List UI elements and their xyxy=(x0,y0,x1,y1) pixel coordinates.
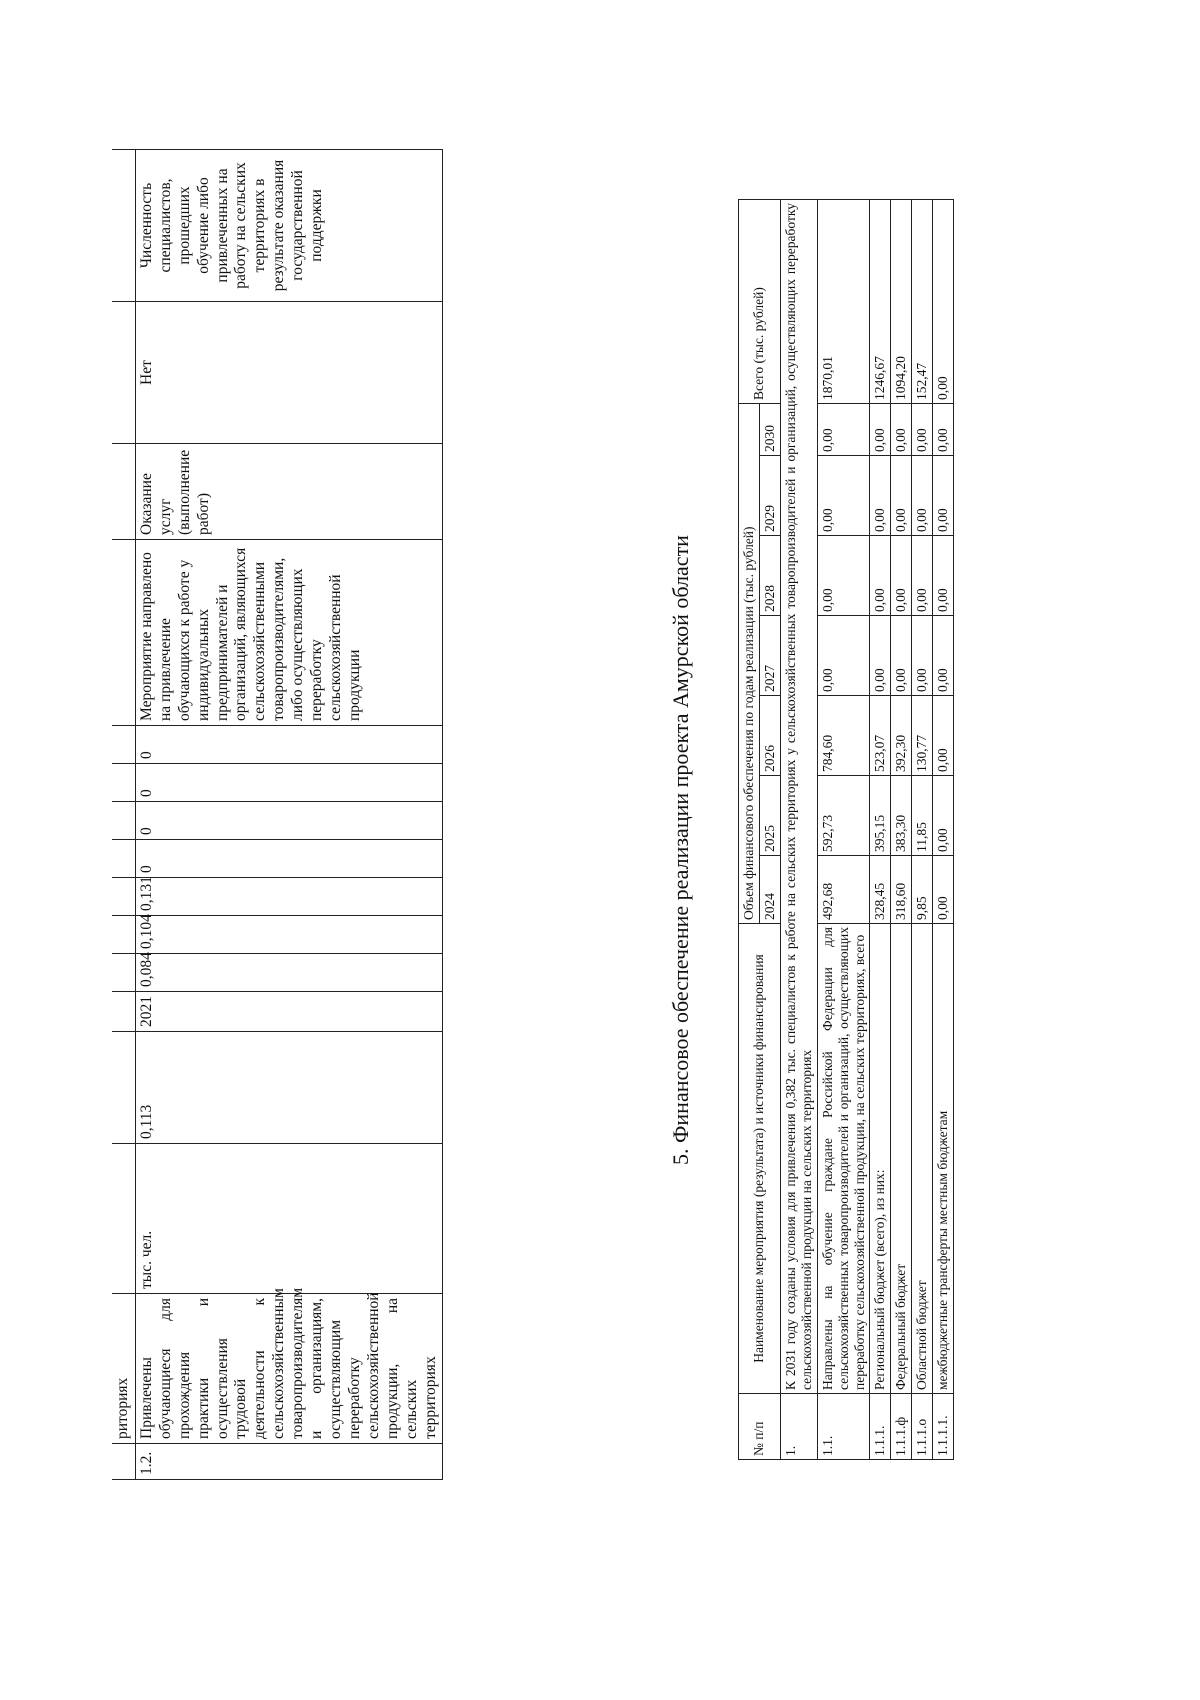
indicator-description: Численность специалистов, прошедших обучение либо привлеченных на работу на сельских территориях в результате оказания государственной поддержки xyxy=(135,150,443,302)
result-type: Оказание услуг (выполнение работ) xyxy=(135,444,443,540)
value-cell: 492,68 xyxy=(817,856,870,924)
year-value: 0,084 xyxy=(135,954,443,992)
header-row xyxy=(739,200,760,1460)
base-year: 2021 xyxy=(135,992,443,1032)
financing-table xyxy=(738,199,954,1460)
value-cell: 0,00 xyxy=(817,456,870,536)
value-cell: 0,00 xyxy=(912,536,933,616)
value-cell: 318,60 xyxy=(891,856,912,924)
value-cell: 592,73 xyxy=(817,776,870,856)
total-cell: 152,47 xyxy=(912,200,933,404)
total-cell: 1094,20 xyxy=(891,200,912,404)
value-cell: 383,30 xyxy=(891,776,912,856)
section-title: 5. Финансовое обеспечение реализации проекта Амурской области xyxy=(668,535,693,1165)
year-value: 0 xyxy=(135,840,443,878)
row-name: Направлены на обучение граждане Российской Федерации для сельскохозяйственных товаропроизводителей и организаций, осуществляющих переработку сельскохозяйственной продукции, на сельских территориях, всего xyxy=(817,924,870,1394)
value-cell: 0,00 xyxy=(870,404,891,456)
task-row xyxy=(780,200,817,1460)
value-cell: 0,00 xyxy=(817,404,870,456)
value-cell: 0,00 xyxy=(933,616,954,696)
value-cell: 0,00 xyxy=(912,616,933,696)
continuation-label: риториях xyxy=(112,1294,135,1444)
value-cell: 0,00 xyxy=(912,456,933,536)
header-year: 2024 xyxy=(759,856,780,924)
row-number: 1. xyxy=(780,1394,817,1460)
header-year: 2025 xyxy=(759,776,780,856)
table-row xyxy=(933,200,954,1460)
value-cell: 0,00 xyxy=(933,404,954,456)
table-row xyxy=(912,200,933,1460)
value-cell: 0,00 xyxy=(891,456,912,536)
header-year: 2029 xyxy=(759,456,780,536)
value-cell: 523,07 xyxy=(870,696,891,776)
row-name: Федеральный бюджет xyxy=(891,924,912,1394)
header-year: 2027 xyxy=(759,616,780,696)
value-cell: 0,00 xyxy=(933,696,954,776)
value-cell: 0,00 xyxy=(933,456,954,536)
header-total: Всего (тыс. рублей) xyxy=(739,200,781,404)
value-cell: 0,00 xyxy=(870,616,891,696)
row-number: 1.1.1.ф xyxy=(891,1394,912,1460)
value-cell: 0,00 xyxy=(891,536,912,616)
value-cell: 0,00 xyxy=(817,536,870,616)
task-text: К 2031 году созданы условия для привлечения 0,382 тыс. специалистов к работе на сельских территориях у сельскохозяйственных товаропроизводителей и организаций, осуществляющих переработку сельскохозяйственной продукции на сельских территориях xyxy=(780,200,817,1394)
header-year: 2026 xyxy=(759,696,780,776)
row-number: 1.1.1.1. xyxy=(933,1394,954,1460)
row-number: 1.1. xyxy=(817,1394,870,1460)
header-volume: Объем финансового обеспечения по годам реализации (тыс. рублей) xyxy=(739,404,760,924)
header-year: 2030 xyxy=(759,404,780,456)
row-number: 1.1.1. xyxy=(870,1394,891,1460)
flag-value: Нет xyxy=(135,302,443,444)
value-cell: 0,00 xyxy=(891,616,912,696)
table-row xyxy=(112,150,135,1480)
row-name: Региональный бюджет (всего), из них: xyxy=(870,924,891,1394)
value-cell: 392,30 xyxy=(891,696,912,776)
unit: тыс. чел. xyxy=(135,1144,443,1294)
row-number: 1.2. xyxy=(135,1444,443,1480)
value-cell: 328,45 xyxy=(870,856,891,924)
value-cell: 0,00 xyxy=(817,616,870,696)
year-value: 0,104 xyxy=(135,916,443,954)
table-row xyxy=(891,200,912,1460)
table-row xyxy=(817,200,870,1460)
result-description: Мероприятие направлено на привлечение обучающихся к работе у индивидуальных предпринимателей и организаций, являющихся сельскохозяйственными товаропроизводителями, либо осуществляющих переработку сельскохозяйственной продукции xyxy=(135,540,443,726)
value-cell: 9,85 xyxy=(912,856,933,924)
value-cell: 0,00 xyxy=(870,536,891,616)
total-cell: 1870,01 xyxy=(817,200,870,404)
total-cell: 1246,67 xyxy=(870,200,891,404)
year-value: 0,131 xyxy=(135,878,443,916)
value-cell: 0,00 xyxy=(912,404,933,456)
indicators-table xyxy=(112,149,443,1480)
year-value: 0 xyxy=(135,764,443,802)
table-row xyxy=(870,200,891,1460)
value-cell: 0,00 xyxy=(933,776,954,856)
value-cell: 11,85 xyxy=(912,776,933,856)
result-name: Привлечены обучающиеся для прохождения практики и осуществления трудовой деятельности к сельскохозяйственным товаропроизводителям и организациям, осуществляющим переработку сельскохозяйственной продукции, на сельских территориях xyxy=(135,1294,443,1444)
value-cell: 395,15 xyxy=(870,776,891,856)
row-name: межбюджетные трансферты местным бюджетам xyxy=(933,924,954,1394)
value-cell: 0,00 xyxy=(891,404,912,456)
base-value: 0,113 xyxy=(135,1032,443,1144)
total-cell: 0,00 xyxy=(933,200,954,404)
header-name: Наименование мероприятия (результата) и источники финансирования xyxy=(739,924,781,1394)
year-value: 0 xyxy=(135,726,443,764)
year-value: 0 xyxy=(135,802,443,840)
row-name: Областной бюджет xyxy=(912,924,933,1394)
value-cell: 0,00 xyxy=(933,536,954,616)
header-year: 2028 xyxy=(759,536,780,616)
header-number: № п/п xyxy=(739,1394,781,1460)
value-cell: 784,60 xyxy=(817,696,870,776)
value-cell: 0,00 xyxy=(870,456,891,536)
value-cell: 130,77 xyxy=(912,696,933,776)
table-row xyxy=(135,150,443,1480)
value-cell: 0,00 xyxy=(933,856,954,924)
row-number: 1.1.1.о xyxy=(912,1394,933,1460)
